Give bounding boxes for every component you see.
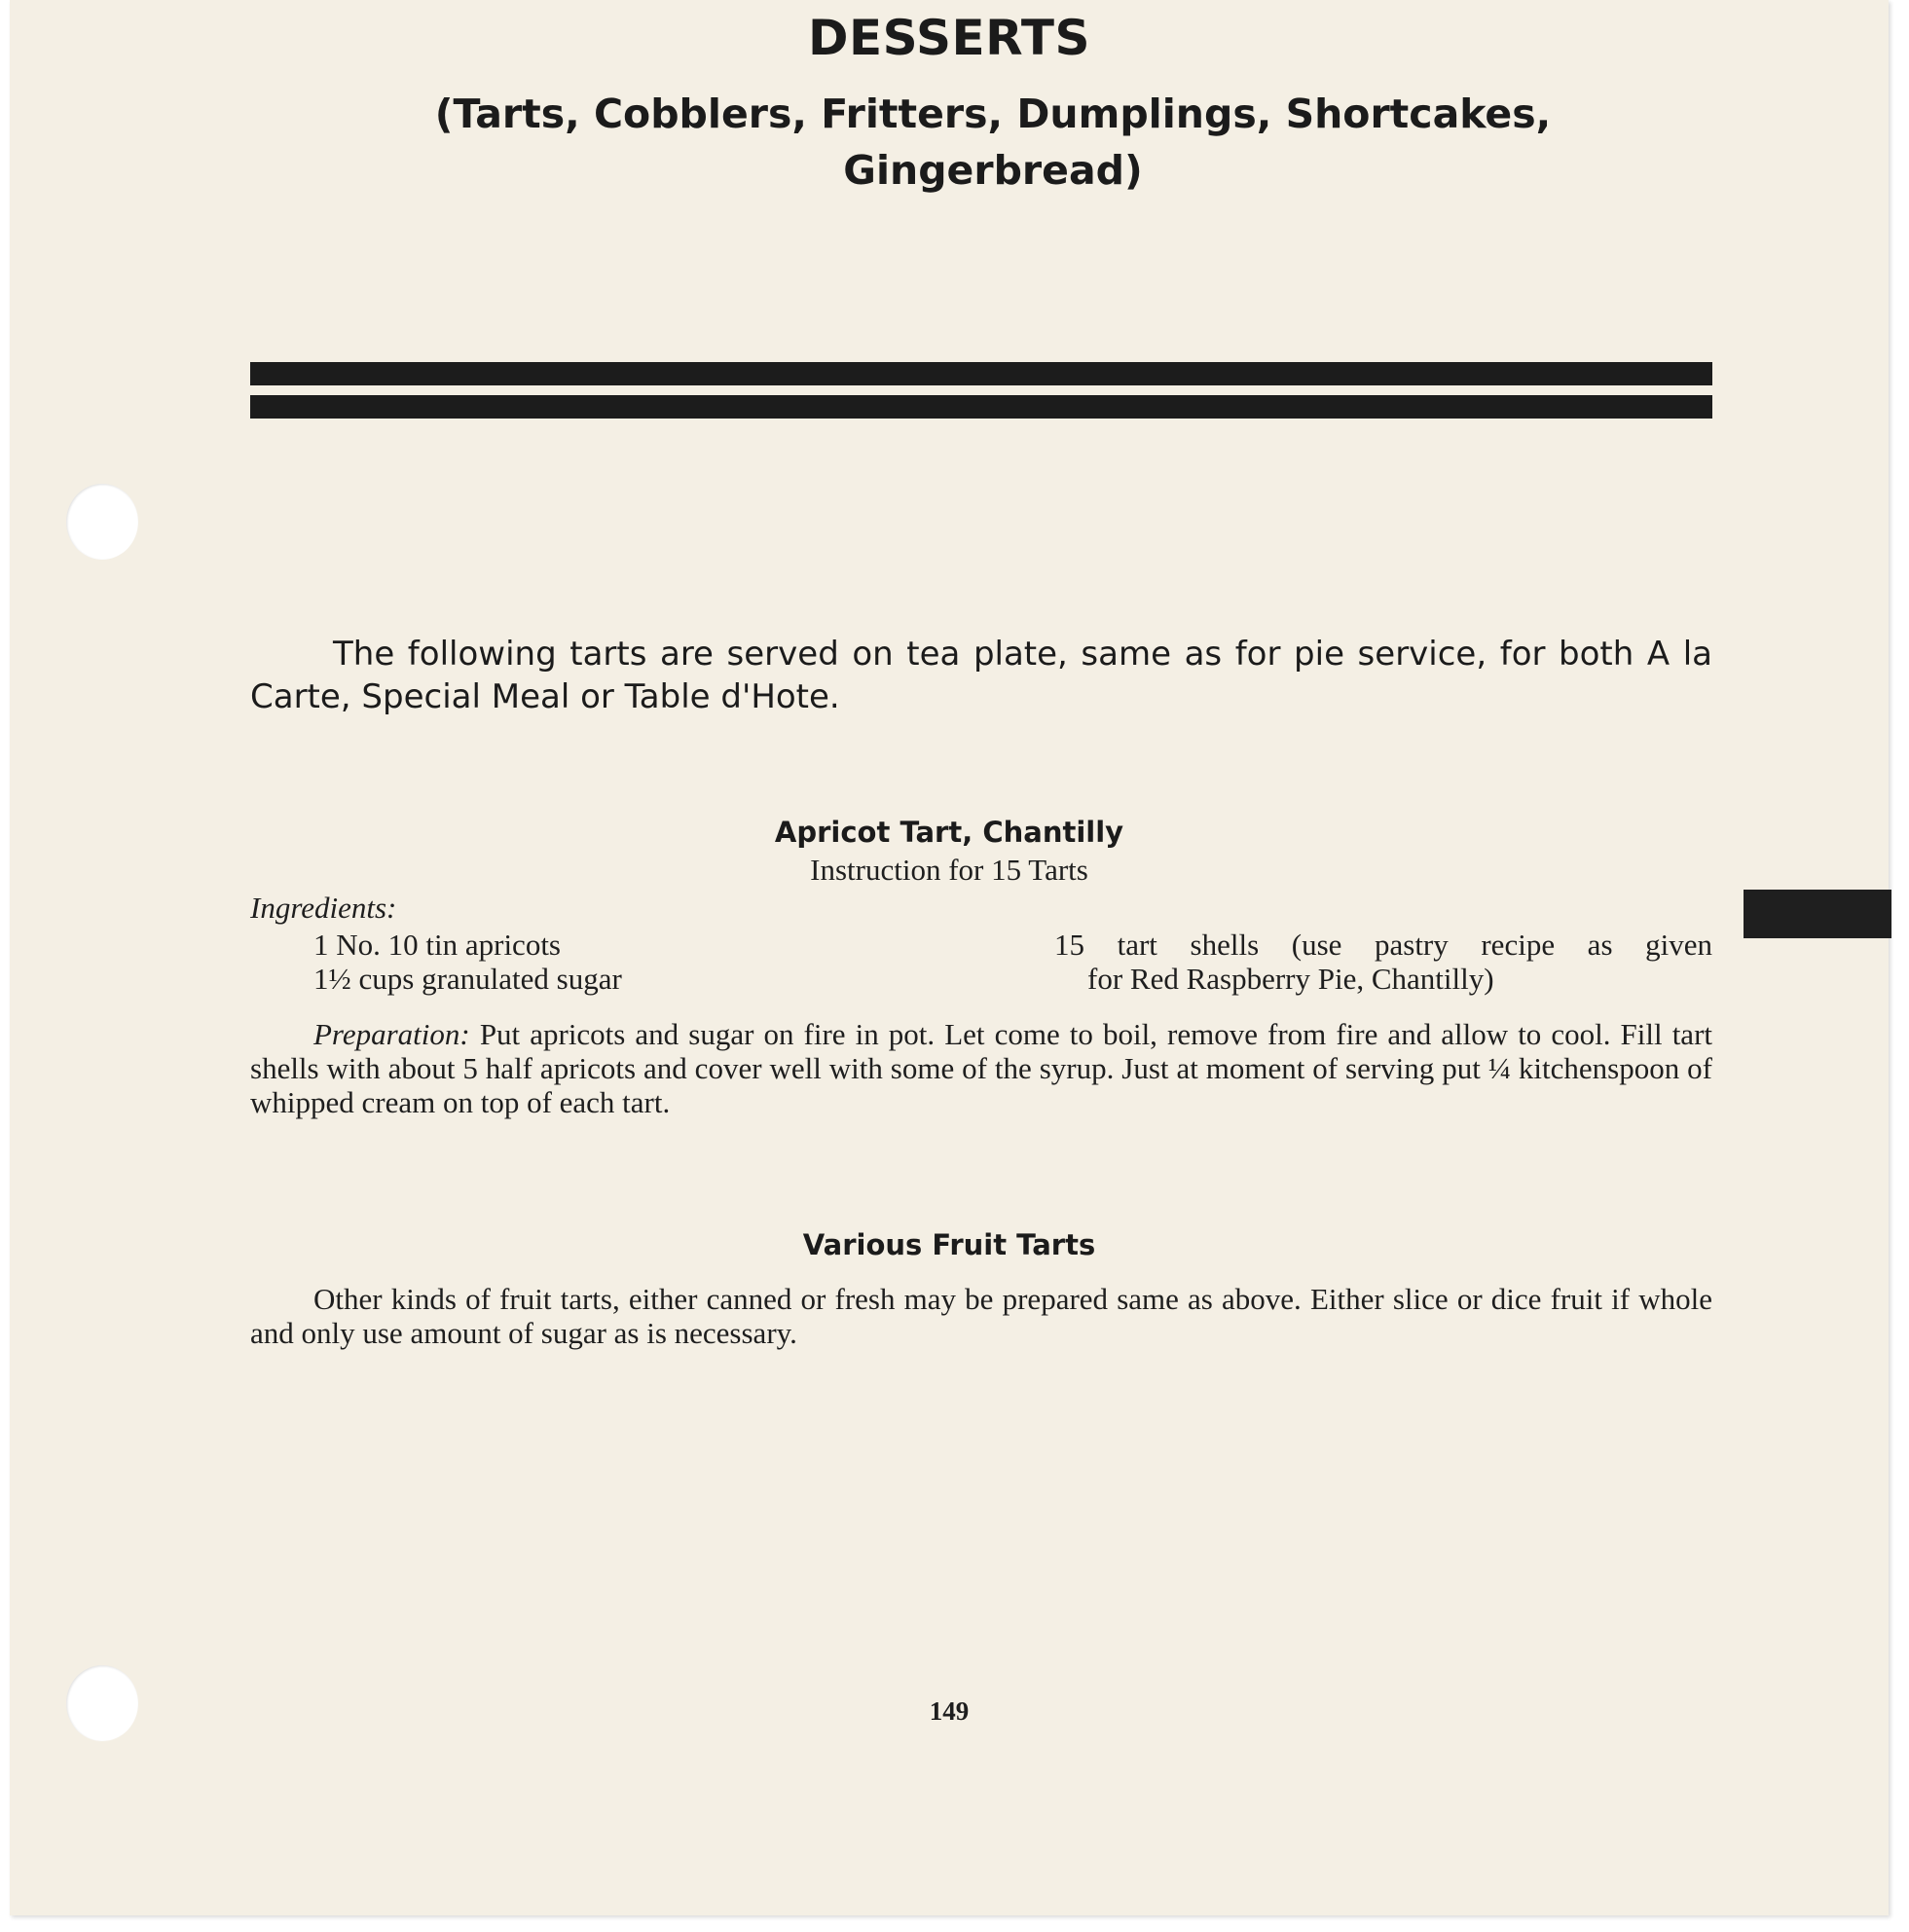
section-tab-marker — [1744, 890, 1891, 938]
ingredient-item: 15 tart shells (use pastry recipe as given — [1054, 928, 1712, 962]
intro-paragraph: The following tarts are served on tea plate, same as for pie service, for both A la Carte, Special Meal or Table d'Hote. — [250, 635, 1712, 716]
page-title: DESSERTS — [808, 10, 1090, 66]
header-rule-bottom — [250, 395, 1712, 419]
page-number: 149 — [929, 1696, 970, 1726]
recipe-title-various-fruit-tarts: Various Fruit Tarts — [802, 1228, 1096, 1261]
ingredients-label: Ingredients: — [250, 891, 397, 925]
punch-hole-top — [66, 484, 138, 560]
recipe-yield: Instruction for 15 Tarts — [810, 853, 1088, 887]
recipe-title-apricot-tart: Apricot Tart, Chantilly — [774, 816, 1124, 849]
ingredient-item: 1½ cups granulated sugar — [313, 962, 622, 996]
preparation-label: Preparation: — [313, 1017, 470, 1051]
various-fruit-tarts-paragraph: Other kinds of fruit tarts, either canned or fresh may be prepared same as above. Either slice or dice fruit if whole and only use amount of sugar as is necessary. — [250, 1282, 1712, 1350]
book-page — [10, 0, 1889, 1915]
page-subtitle: (Tarts, Cobblers, Fritters, Dumplings, Shortcakes, Gingerbread) — [434, 91, 1552, 194]
ingredients-list-right — [1054, 928, 1712, 996]
preparation-text: Put apricots and sugar on fire in pot. Let come to boil, remove from fire and allow to cool. Fill tart shells with about 5 half apricots and cover well with some of the syrup. Just at moment of serving put ¼ kitchenspoon of whipped cream on top of each tart. — [250, 1017, 1713, 1119]
ingredient-item: 1 No. 10 tin apricots — [313, 928, 561, 962]
ingredients-list-left — [313, 928, 898, 996]
ingredient-item-continued: for Red Raspberry Pie, Chantilly) — [1087, 962, 1494, 996]
header-rule-top — [250, 362, 1712, 385]
preparation-paragraph — [250, 1017, 1712, 1119]
